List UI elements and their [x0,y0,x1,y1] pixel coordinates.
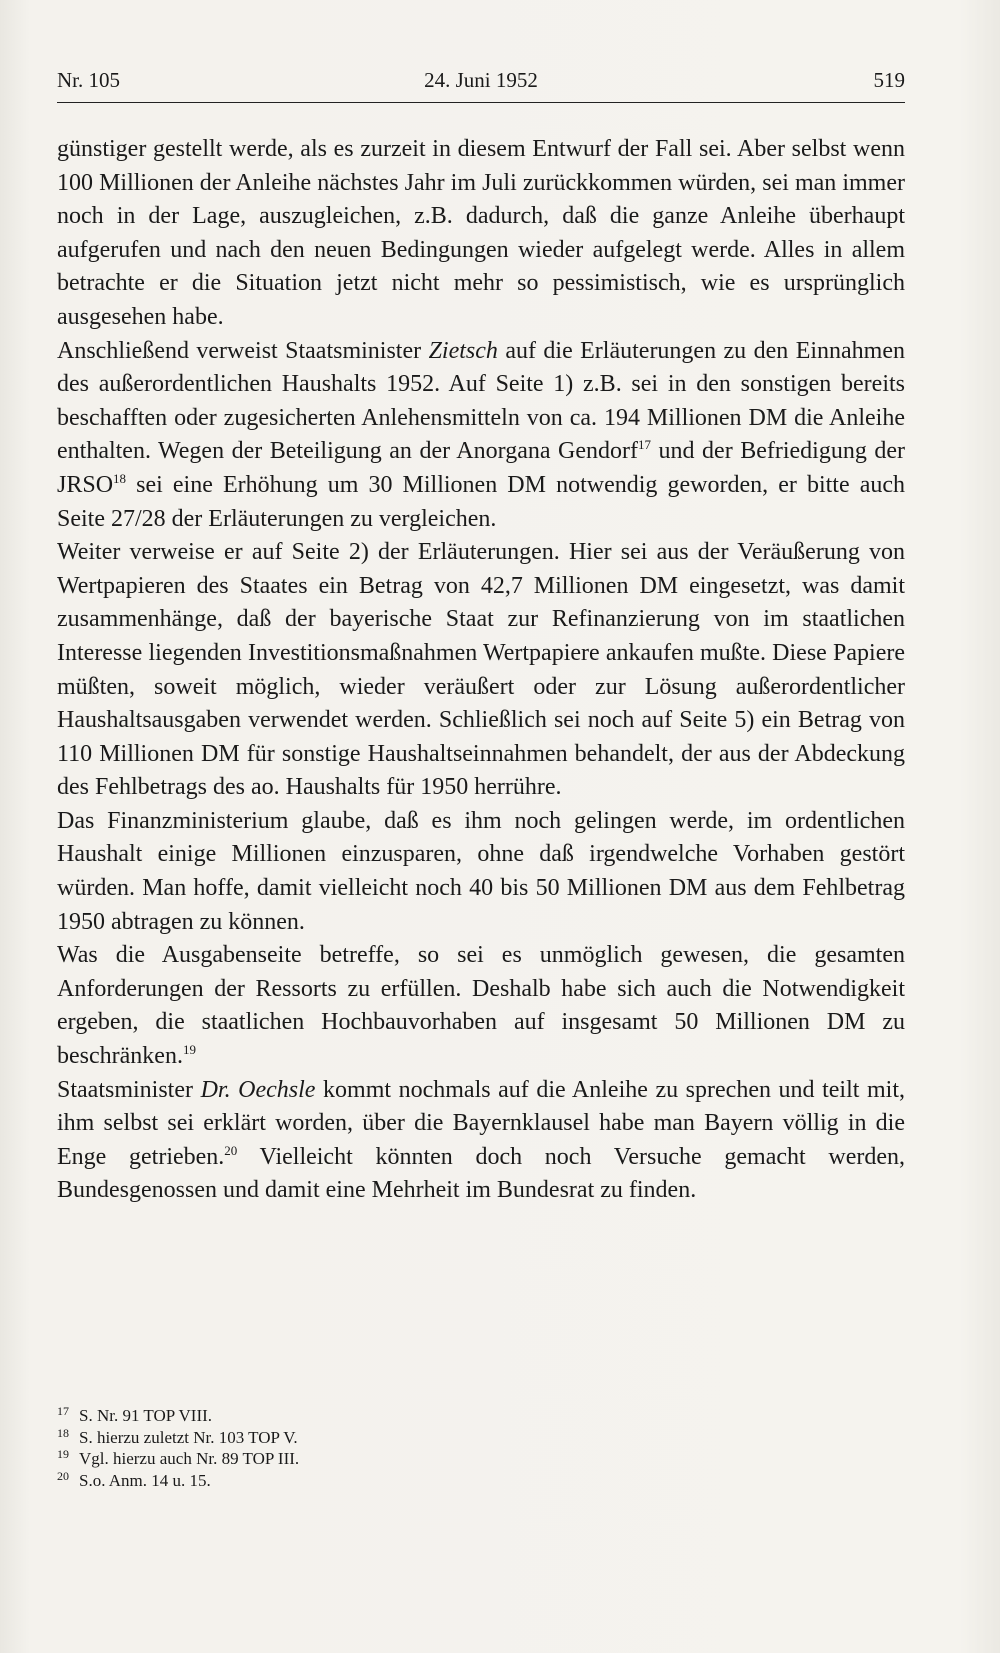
footnote-ref[interactable]: 17 [638,437,651,453]
running-header [57,68,905,103]
page-number: 519 [873,68,905,92]
header-date: 24. Juni 1952 [424,68,538,92]
person-name: Zietsch [428,337,498,364]
footnote-ref[interactable]: 20 [224,1142,238,1158]
paragraph: Anschließend verweist Staatsminister Zietsch auf die Erläuterungen zu den Einnahmen des außerordentlichen Haushalts 1952. Auf Seite 1) z.B. sei in den sonstigen bereits beschafften oder zugesicherten Anlehensmitteln von ca. 194 Millionen DM die Anleihe enthalten. Wegen der Beteiligung an der Anorgana Gendorf$^{17}$ und der Befriedigung der JRSO$^{18}$ sei eine Erhöhung um 30 Millionen DM notwendig geworden, er bitte auch Seite 27/28 der Erläuterungen zu vergleichen. [57,337,906,532]
footnotes [57,1405,557,1491]
footnote-ref[interactable]: 19 [182,1042,196,1058]
footnote: 19 Vgl. hierzu auch Nr. 89 TOP III. [57,1447,300,1468]
person-name: Dr. Oechsle [200,1076,316,1103]
paragraph: Weiter verweise er auf Seite 2) der Erläuterungen. Hier sei aus der Veräußerung von Wertpapieren des Staates ein Betrag von 42,7 Millionen DM eingesetzt, was damit zusammenhänge, daß der bayerische Staat zur Refinanzierung von im staatlichen Interesse liegenden Investitionsmaßnahmen Wertpapiere ankaufen mußte. Diese Papiere müßten, soweit möglich, wieder veräußert oder zur Lösung außerordentlicher Haushaltsausgaben verwendet werden. Schließlich sei noch auf Seite 5) ein Betrag von 110 Millionen DM für sonstige Haushaltseinnahmen behandelt, der aus der Abdeckung des Fehlbetrags des ao. Haushalts für 1950 herrühre. [57,539,905,801]
paragraph: günstiger gestellt werde, als es zurzeit in diesem Entwurf der Fall sei. Aber selbst wenn 100 Millionen der Anleihe nächstes Jahr im Juli zurückkommen würden, sei man immer noch in der Lage, auszugleichen, z.B. dadurch, daß die ganze Anleihe überhaupt aufgerufen und nach den neuen Bedingungen wieder aufgelegt werde. Alles in allem betrachte er die Situation jetzt nicht mehr so pessimistisch, wie es ursprünglich ausgesehen habe. [57,136,905,330]
footnote: 18 S. hierzu zuletzt Nr. 103 TOP V. [57,1425,298,1447]
paragraph: Was die Ausgabenseite betreffe, so sei es unmöglich gewesen, die gesamten Anforderungen der Ressorts zu erfüllen. Deshalb habe sich auch die Notwendigkeit ergeben, die staatlichen Hochbauvorhaben auf insgesamt 50 Millionen DM zu beschränken.$^{19}$ [57,942,905,1070]
footnote: 17 S. Nr. 91 TOP VIII. [57,1404,213,1425]
paragraph: Das Finanzministerium glaube, daß es ihm noch gelingen werde, im ordentlichen Haushalt einige Millionen einzusparen, ohne daß irgendwelche Vorhaben gestört würden. Man hoffe, damit vielleicht noch 40 bis 50 Millionen DM aus dem Fehlbetrag 1950 abtragen zu können. [57,807,905,935]
footnote-ref[interactable]: 18 [113,470,127,486]
paragraph: Staatsminister Dr. Oechsle kommt nochmals auf die Anleihe zu sprechen und teilt mit, ihm selbst sei erklärt worden, über die Bayernklausel habe man Bayern völlig in die Enge getrieben.$^{20}$ Vielleicht könnten doch noch Versuche gemacht werden, Bundesgenossen und damit eine Mehrheit im Bundesrat zu finden. [57,1076,906,1204]
document-number: Nr. 105 [57,68,120,92]
body-text [57,133,905,1208]
footnote: 20 S.o. Anm. 14 u. 15. [57,1468,211,1490]
